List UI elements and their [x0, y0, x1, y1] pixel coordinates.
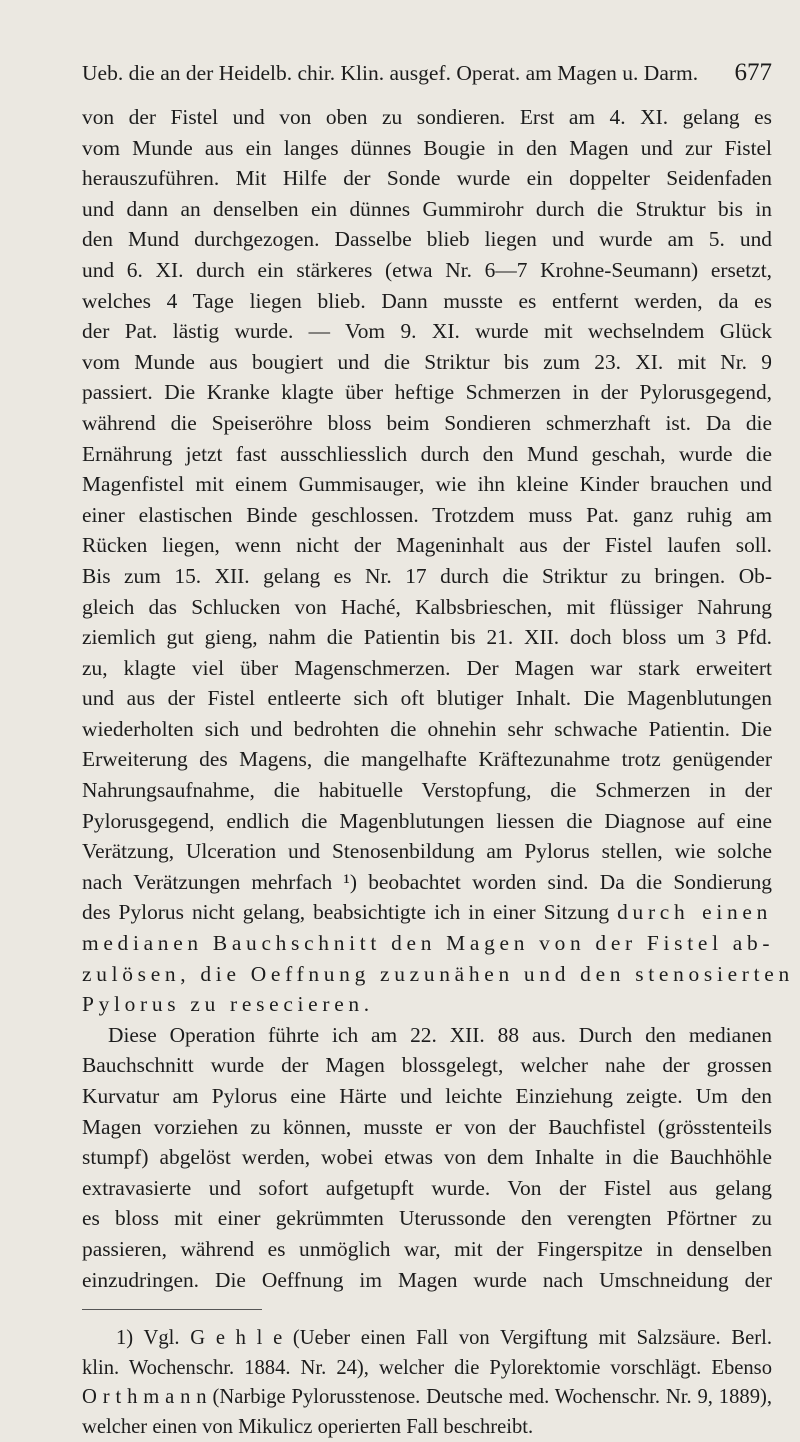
text-line: der Pat. lästig wurde. — Vom 9. XI. wurde mit wechselndem Glück — [82, 319, 772, 344]
text-line: vom Munde aus bougiert und die Striktur bis zum 23. XI. mit Nr. 9 — [82, 349, 772, 374]
text-line: welches 4 Tage liegen blieb. Dann musste es entfernt werden, da es — [82, 288, 772, 313]
text-line: und 6. XI. durch ein stärkeres (etwa Nr. 6—7 Krohne-Seumann) ersetzt, — [82, 257, 772, 282]
running-head — [82, 58, 772, 88]
text-line: zu, klagte viel über Magenschmerzen. Der Magen war stark erweitert — [82, 655, 772, 680]
text-line: und aus der Fistel entleerte sich oft blutiger Inhalt. Die Magenblutungen — [82, 686, 772, 711]
text-line: wiederholten sich und bedrohten die ohnehin sehr schwache Patientin. Die — [82, 716, 772, 741]
text-line: einer elastischen Binde geschlossen. Trotzdem muss Pat. ganz ruhig am — [82, 502, 772, 527]
text-line: den Mund durchgezogen. Dasselbe blieb liegen und wurde am 5. und — [82, 227, 772, 252]
body-text — [82, 102, 794, 1295]
text-line: und dann an denselben ein dünnes Gummirohr durch die Struktur bis in — [82, 196, 772, 221]
text-line: Erweiterung des Magens, die mangelhafte Kräftezunahme trotz genügender — [82, 747, 772, 772]
text-line: während die Speiseröhre bloss beim Sondieren schmerzhaft ist. Da die — [82, 410, 772, 435]
emphasized-text-line: medianen Bauchschnitt den Magen von der Fistel ab- — [82, 931, 775, 956]
footnote-divider — [82, 1309, 262, 1310]
text-line: Magen vorziehen zu können, musste er von der Bauchfistel (grösstenteils — [82, 1114, 772, 1139]
text-line: Bis zum 15. XII. gelang es Nr. 17 durch die Striktur zu bringen. Ob- — [82, 563, 772, 588]
footnote-text: Vgl. G e h l e (Ueber einen Fall von Vergiftung mit Salzsäure. Berl. — [143, 1327, 772, 1350]
text-line: Pylorusgegend, endlich die Magenblutungen liessen die Diagnose auf eine — [82, 808, 772, 833]
text-line: Ernährung jetzt fast ausschliesslich durch den Mund geschah, wurde die — [82, 441, 772, 466]
text-line: Verätzung, Ulceration und Stenosenbildung am Pylorus stellen, wie solche — [82, 839, 772, 864]
text-line: Magenfistel mit einem Gummisauger, wie ihn kleine Kinder brauchen und — [82, 472, 772, 497]
footnote — [82, 1324, 772, 1442]
emphasized-text-line: Pylorus zu resecieren. — [82, 992, 374, 1017]
footnote-marker: 1) — [116, 1327, 134, 1350]
text-line: Rücken liegen, wenn nicht der Mageninhalt aus der Fistel laufen soll. — [82, 533, 772, 558]
footnote-line: klin. Wochenschr. 1884. Nr. 24), welcher die Pylorektomie vorschlägt. Ebenso — [82, 1356, 772, 1379]
text-line: einzudringen. Die Oeffnung im Magen wurde nach Umschneidung der — [82, 1267, 772, 1292]
footnote-line: welcher einen von Mikulicz operierten Fall beschreibt. — [82, 1415, 534, 1438]
page-number: 677 — [734, 59, 772, 86]
text-line: passiert. Die Kranke klagte über heftige Schmerzen in der Pylorusgegend, — [82, 380, 772, 405]
emphasized-text-line: zulösen, die Oeffnung zuzunähen und den stenosierten — [82, 961, 794, 986]
text-line: passieren, während es unmöglich war, mit der Fingerspitze in denselben — [82, 1236, 772, 1261]
running-head-title: Ueb. die an der Heidelb. chir. Klin. ausgef. Operat. am Magen u. Darm. — [82, 61, 699, 85]
text-line-mixed — [82, 897, 772, 928]
text-line: gleich das Schlucken von Haché, Kalbsbrieschen, mit flüssiger Nahrung — [82, 594, 772, 619]
text-line: vom Munde aus ein langes dünnes Bougie in den Magen und zur Fistel — [82, 135, 772, 160]
text-line: stumpf) abgelöst werden, wobei etwas von dem Inhalte in die Bauchhöhle — [82, 1145, 772, 1170]
text-line: Diese Operation führte ich am 22. XII. 88 aus. Durch den medianen — [108, 1022, 772, 1047]
text-line: Bauchschnitt wurde der Magen blossgelegt, welcher nahe der grossen — [82, 1053, 772, 1078]
emphasized-text: durch einen — [617, 900, 772, 925]
text-line: von der Fistel und von oben zu sondieren. Erst am 4. XI. gelang es — [82, 105, 772, 129]
text-line: nach Verätzungen mehrfach ¹) beobachtet worden sind. Da die Sondierung — [82, 869, 772, 894]
text-line-part: des Pylorus nicht gelang, beabsichtigte ich in einer Sitzung — [82, 900, 610, 925]
text-line: es bloss mit einer gekrümmten Uterussonde den verengten Pförtner zu — [82, 1206, 772, 1231]
footnote-line — [82, 1324, 772, 1354]
text-line: ziemlich gut gieng, nahm die Patientin bis 21. XII. doch bloss um 3 Pfd. — [82, 625, 772, 650]
text-line: Kurvatur am Pylorus eine Härte und leichte Einziehung zeigte. Um den — [82, 1084, 772, 1108]
footnote-line: O r t h m a n n (Narbige Pylorusstenose. Deutsche med. Wochenschr. Nr. 9, 1889), — [82, 1386, 772, 1409]
text-line: herauszuführen. Mit Hilfe der Sonde wurde ein doppelter Seidenfaden — [82, 166, 772, 191]
text-line: extravasierte und sofort aufgetupft wurde. Von der Fistel aus gelang — [82, 1175, 772, 1200]
text-line: Nahrungsaufnahme, die habituelle Verstopfung, die Schmerzen in der — [82, 778, 772, 803]
